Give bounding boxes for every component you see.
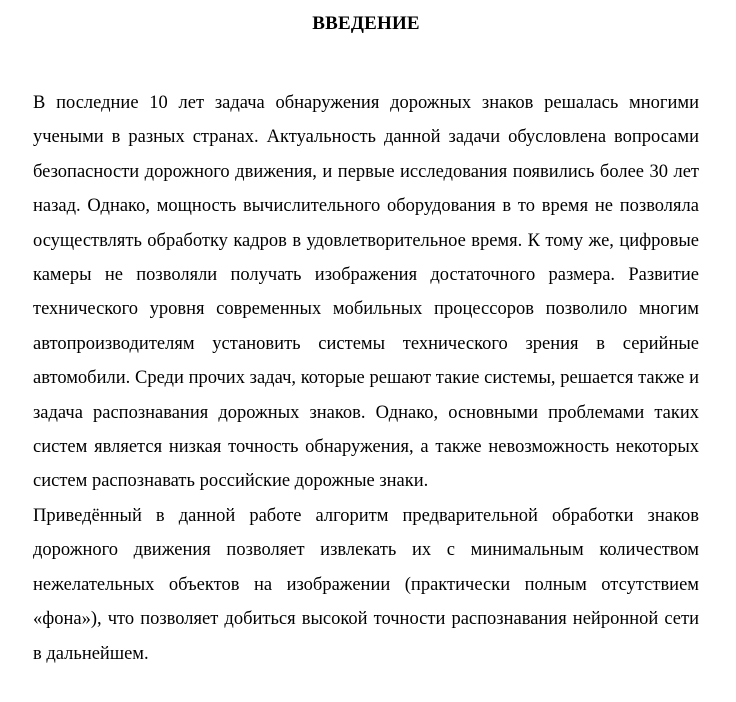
section-title: ВВЕДЕНИЕ	[312, 13, 420, 34]
document-page	[33, 0, 699, 671]
paragraph-2: Приведённый в данной работе алгоритм предварительной обработки знаков дорожного движения позволяет извлекать их с минимальным количеством нежелательных объектов на изображении (практически полным отсутствием «фона»), что позволяет добиться высокой точности распознавания нейронной сети в дальнейшем.	[33, 505, 699, 664]
paragraph-1: В последние 10 лет задача обнаружения дорожных знаков решалась многими учеными в разных странах. Актуальность данной задачи обусловлена вопросами безопасности дорожного движения, и первые исследования появились более 30 лет назад. Однако, мощность вычислительного оборудования в то время не позволяла осуществлять обработку кадров в удовлетворительное время. К тому же, цифровые камеры не позволяли получать изображения достаточного размера. Развитие технического уровня современных мобильных процессоров позволило многим автопроизводителям установить системы технического зрения в серийные автомобили. Среди прочих задач, которые решают такие системы, решается также и задача распознавания дорожных знаков. Однако, основными проблемами таких систем является низкая точность обнаружения, а также невозможность некоторых систем распознавать российские дорожные знаки.	[33, 93, 699, 492]
